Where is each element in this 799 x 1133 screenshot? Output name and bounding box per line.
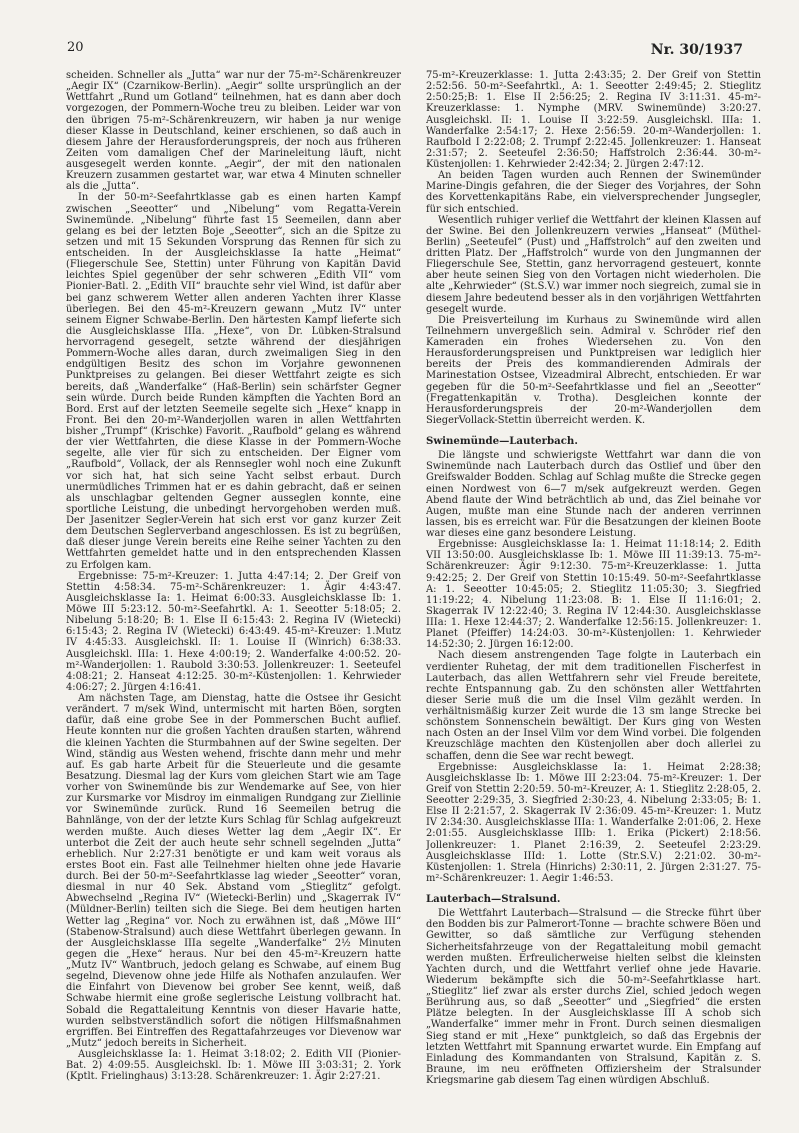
results-paragraph: Ausgleichsklasse Ia: 1. Heimat 3:18:02; 2. Edith VII (Pionier-Bat. 2) 4:09:55. Ausgleichskl. Ib: 1. Möwe III 3:03:31; 2. York (Kptlt. Frielinghaus) 3:13:28. Schärenkreuzer: 1. Ägir 2:27:21. xyxy=(66,1049,401,1083)
paragraph: In der 50-m²-Seefahrtklasse gab es einen harten Kampf zwischen „Seeotter“ und „Nibelung“ vom Regatta-Verein Swinemünde. „Nibelung“ führte fast 15 Seemeilen, dann aber gelang es bei der letzten Boje „Seeotter“, sich an die Spitze zu setzen und mit 15 Sekunden Vorsprung das Rennen für sich zu entscheiden. In der Ausgleichsklasse Ia hatte „Heimat“ (Fliegerschule See, Stettin) unter Führung von Kapitän David leichtes Spiel gegenüber der sehr schweren „Edith VII“ vom Pionier-Batl. 2. „Edith VII“ brauchte sehr viel Wind, ist dafür aber bei ganz schwerem Wetter allen anderen Yachten ihrer Klasse überlegen. Bei den 45-m²-Kreuzern gewann „Mutz IV“ unter seinem Eigner Schwabe-Berlin. Den härtesten Kampf lieferte sich die Ausgleichsklasse IIIa. „Hexe“, von Dr. Lübken-Stralsund hervorragend gesegelt, setzte während der diesjährigen Pommern-Woche alles daran, durch zweimaligen Sieg in den endgültigen Besitz des schon im Vorjahre gewonnenen Punktpreises zu gelangen. Bei dieser Wettfahrt zeigte es sich bereits, daß „Wanderfalke“ (Haß-Berlin) sein schärfster Gegner sein würde. Durch beide Runden kämpften die Yachten Bord an Bord. Erst auf der letzten Seemeile segelte sich „Hexe“ knapp in Front. Bei den 20-m²-Wanderjollen waren in allen Wettfahrten bisher „Trumpf“ (Krischke) Favorit. „Raufbold“ gelang es während der vier Wettfahrten, die diese Klasse in der Pommern-Woche segelte, alle vier für sich zu entscheiden. Der Eigner vom „Raufbold“, Vollack, der als Rennsegler wohl noch eine Zukunft vor sich hat, hat sich seine Yacht selbst erbaut. Durch unermüdliches Trimmen hat er es dahin gebracht, daß er seinen als unschlagbar geltenden Gegner ausseglen konnte, eine sportliche Leistung, die unbedingt hervorgehoben werden muß. Der Jasenitzer Segler-Verein hat sich erst vor ganz kurzer Zeit dem Deutschen Seglerverband angeschlossen. Es ist zu begrüßen, daß dieser junge Verein bereits eine Reihe seiner Yachten zu den Wettfahrten gemeldet hatte und in den entsprechenden Klassen zu Erfolgen kam. xyxy=(66,192,401,571)
section-heading: Lauterbach—Stralsund. xyxy=(426,893,561,905)
paragraph: Am nächsten Tage, am Dienstag, hatte die Ostsee ihr Gesicht verändert. 7 m/sek Wind, untermischt mit harten Böen, sorgten dafür, daß eine grobe See in der Pommerschen Bucht auflief. Heute konnten nur die großen Yachten draußen starten, während die kleinen Yachten die Sturmbahnen auf der Swine segelten. Der Wind, ständig aus Westen wehend, frischte dann mehr und mehr auf. Es gab harte Arbeit für die Steuerleute und die gesamte Besatzung. Diesmal lag der Kurs vom gleichen Start wie am Tage vorher von Swinemünde bis zur Wendemarke auf See, von hier zur Kursmarke vor Misdroy im einmaligen Rundgang zur Ziellinie vor Swinemünde zurück. Rund 16 Seemeilen betrug die Bahnlänge, von der der letzte Kurs Schlag für Schlag aufgekreuzt werden mußte. Auch dieses Wetter lag dem „Aegir IX“. Er unterbot die Zeit der auch heute sehr schnell segelnden „Jutta“ erheblich. Nur 2:27:31 benötigte er und kam weit voraus als erstes Boot ein. Fast alle Teilnehmer hielten ohne jede Havarie durch. Bei der 50-m²-Seefahrtklasse lag wieder „Seeotter“ voran, diesmal in nur 40 Sek. Abstand vom „Stieglitz“ gefolgt. Abwechselnd „Regina IV“ (Wietecki-Berlin) und „Skagerrak IV“ (Müldner-Berlin) teilten sich die Siege. Bei dem heutigen harten Wetter lag „Regina“ vor. Noch zu erwähnen ist, daß „Möwe III“ (Stabenow-Stralsund) auch diese Wettfahrt überlegen gewann. In der Ausgleichsklasse IIIa segelte „Wanderfalke“ 2½ Minuten gegen die „Hexe“ heraus. Nur bei den 45-m²-Kreuzern hatte „Mutz IV“ Wantbruch, jedoch gelang es Schwabe, auf einem Bug segelnd, Dievenow ohne jede Hilfe als Nothafen anzulaufen. Wer die Einfahrt von Dievenow bei grober See kennt, weiß, daß Schwabe hiermit eine große seglerische Leistung vollbracht hat. Sobald die Regattaleitung Kenntnis von dieser Havarie hatte, wurden selbstverständlich sofort die nötigen Hilfsmaßnahmen ergriffen. Bei Eintreffen des Regattafahrzeuges vor Dievenow war „Mutz“ jedoch bereits in Sicherheit. xyxy=(66,693,401,1049)
paragraph: Wesentlich ruhiger verlief die Wettfahrt der kleinen Klassen auf der Swine. Bei den Jollenkreuzern verwies „Hanseat“ (Müthel-Berlin) „Seeteufel“ (Pust) und „Haffstrolch“ auf den zweiten und dritten Platz. Der „Haffstrolch“ wurde von den Jungmannen der Fliegerschule See, Stettin, ganz hervorragend gesteuert, konnte aber heute seinen Sieg von den Vortagen nicht wiederholen. Die alte „Kehrwieder“ (St.S.V.) war immer noch siegreich, zumal sie in diesem Jahre bedeutend besser als in den vorjährigen Wettfahrten gesegelt wurde. xyxy=(426,214,761,315)
paragraph: An beiden Tagen wurden auch Rennen der Swinemünder Marine-Dingis gefahren, die der Sieger des Vorjahres, der Sohn des Korvettenkapitäns Rabe, ein vielversprechender Jungsegler, für sich entschied. xyxy=(426,170,761,215)
results-paragraph: 75-m²-Kreuzerklasse: 1. Jutta 2:43:35; 2. Der Greif von Stettin 2:52:56. 50-m²-Seefahrtkl., A: 1. Seeotter 2:49:45; 2. Stieglitz 2:50:25;B: 1. Else II 2:56:25; 2. Regina IV 3:11:31. 45-m²-Kreuzerklasse: 1. Nymphe (MRV. Swinemünde) 3:20:27. Ausgleichskl. II: 1. Louise II 3:22:59. Ausgleichskl. IIIa: 1. Wanderfalke 2:54:17; 2. Hexe 2:56:59. 20-m²-Wanderjollen: 1. Raufbold I 2:22:08; 2. Trumpf 2:22:45. Jollenkreuzer: 1. Hanseat 2:31:57; 2. Seeteufel 2:36:50; Haffstrolch 2:36:44. 30-m²-Küstenjollen: 1. Kehrwieder 2:42:34; 2. Jürgen 2:47:12. xyxy=(426,70,761,170)
issue-number: Nr. 30/1937 xyxy=(650,42,743,58)
results-paragraph: Ergebnisse: Ausgleichsklasse Ia: 1. Heimat 2:28:38; Ausgleichsklasse Ib: 1. Möwe III 2:23:04. 75-m²-Kreuzer: 1. Der Greif von Stettin 2:20:59. 50-m²-Kreuzer, A: 1. Stieglitz 2:28:05, 2. Seeotter 2:29:35, 3. Siegfried 2:30:23, 4. Nibelung 2:33:05; B: 1. Else II 2:21:57, 2. Skagerrak IV 2:36:09. 45-m²-Kreuzer: 1. Mutz IV 2:34:30. Ausgleichsklasse IIIa: 1. Wanderfalke 2:01:06, 2. Hexe 2:01:55. Ausgleichsklasse IIIb: 1. Erika (Pickert) 2:18:56. Jollenkreuzer: 1. Planet 2:16:39, 2. Seeteufel 2:23:29. Ausgleichsklasse IIId: 1. Lotte (Str.S.V.) 2:21:02. 30-m²-Küstenjollen: 1. Strela (Hinrichs) 2:30:11, 2. Jürgen 2:31:27. 75-m²-Schärenkreuzer: 1. Aegir 1:46:53. xyxy=(426,761,761,884)
paragraph: Die Wettfahrt Lauterbach—Stralsund — die Strecke führt über den Bodden bis zur Palmerort-Tonne — brachte schwere Böen und Gewitter, so daß sämtliche zur Verfügung stehenden Sicherheitsfahrzeuge von der Regattaleitung mobil gemacht werden mußten. Erfreulicherweise hielten selbst die kleinsten Yachten durch, und die Wettfahrt verlief ohne jede Havarie. Wiederum bekämpfte sich die 50-m²-Seefahrtklasse hart. „Stieglitz“ lief zwar als erster durchs Ziel, schied jedoch wegen Berührung aus, so daß „Seeotter“ und „Siegfried“ die ersten Plätze belegten. In der Ausgleichsklasse III A schob sich „Wanderfalke“ immer mehr in Front. Durch seinen diesmaligen Sieg stand er mit „Hexe“ punktgleich, so daß das Ergebnis der letzten Wettfahrt mit Spannung erwartet wurde. Ein Empfang auf Einladung des Kommandanten von Stralsund, Kapitän z. S. Braune, im neu eröffneten Offiziersheim der Stralsunder Kriegsmarine gab diesem Tag einen würdigen Abschluß. xyxy=(426,908,761,1086)
paragraph: Die Preisverteilung im Kurhaus zu Swinemünde wird allen Teilnehmern unvergeßlich sein. Admiral v. Schröder rief den Kameraden ein frohes Wiedersehen zu. Von den Herausforderungspreisen und Punktpreisen war lediglich hier bereits der Preis des kommandierenden Admirals der Marinestation Ostsee, Vizeadmiral Albrecht, entschieden. Er war gegeben für die 50-m²-Seefahrtklasse und fiel an „Seeotter“ (Fregattenkapitän v. Trotha). Desgleichen konnte der Herausforderungspreis der 20-m²-Wanderjollen dem SiegerVollack-Stettin überreicht werden. K. xyxy=(426,314,761,426)
left-column xyxy=(66,70,401,1105)
results-paragraph: Ergebnisse: Ausgleichsklasse Ia: 1. Heimat 11:18:14; 2. Edith VII 13:50:00. Ausgleichsklasse Ib: 1. Möwe III 11:39:13. 75-m²-Schärenkreuzer: Ägir 9:12:30. 75-m²-Kreuzerklasse: 1. Jutta 9:42:25; 2. Der Greif von Stettin 10:15:49. 50-m²-Seefahrtklasse A: 1. Seeotter 10:45:05; 2. Stieglitz 11:05:30; 3. Siegfried 11:19:22; 4. Nibelung 11:23:08. B: 1. Else II 11:16:01; 2. Skagerrak IV 12:22:40; 3. Regina IV 12:44:30. Ausgleichsklasse IIIa: 1. Hexe 12:44:37; 2. Wanderfalke 12:56:15. Jollenkreuzer: 1. Planet (Pfeiffer) 14:24:03. 30-m²-Küstenjollen: 1. Kehrwieder 14:52:30; 2. Jürgen 16:12:00. xyxy=(426,539,761,651)
paragraph: Die längste und schwierigste Wettfahrt war dann die von Swinemünde nach Lauterbach durch das Ostlief und über den Greifswalder Bodden. Schlag auf Schlag mußte die Strecke gegen einen Nordwest von 6—7 m/sek aufgekreuzt werden. Gegen Abend flaute der Wind beträchtlich ab und, das Ziel beinahe vor Augen, mußte man eine Stunde nach der anderen verrinnen lassen, bis es erreicht war. Für die Besatzungen der kleinen Boote war dieses eine ganz besondere Leistung. xyxy=(426,450,761,539)
page-number: 20 xyxy=(67,40,84,55)
right-column xyxy=(426,70,761,1105)
paragraph: scheiden. Schneller als „Jutta“ war nur der 75-m²-Schärenkreuzer „Aegir IX“ (Czarnikow-Berlin). „Aegir“ sollte ursprünglich an der Wettfahrt „Rund um Gotland“ teilnehmen, hat es dann aber doch vorgezogen, der Pommern-Woche treu zu bleiben. Leider war von den übrigen 75-m²-Schärenkreuzern, wir haben ja nur wenige dieser Klasse in Deutschland, keiner erschienen, so daß auch in diesem Jahre der Herausforderungspreis, der noch aus früheren Zeiten vom damaligen Chef der Marineleitung läuft, nicht ausgesegelt werden konnte. „Aegir“, der mit den nationalen Kreuzern zusammen gestartet war, war etwa 4 Minuten schneller als die „Jutta“. xyxy=(66,70,401,193)
section-heading: Swinemünde—Lauterbach. xyxy=(426,435,578,447)
paragraph: Nach diesem anstrengenden Tage folgte in Lauterbach ein verdienter Ruhetag, der mit dem traditionellen Fischerfest in Lauterbach, das allen Wettfahrern sehr viel Freude bereitete, rechte Entspannung gab. Zu den schönsten aller Wettfahrten dieser Serie muß die um die Insel Vilm gezählt werden. In verhältnismäßig kurzer Zeit wurde die 13 sm lange Strecke bei schönstem Sonnenschein bewältigt. Der Kurs ging von Westen nach Osten an der Insel Vilm vor dem Wind vorbei. Die folgenden Kreuzschläge machten den Küstenjollen aber doch allerlei zu schaffen, denn die See war recht bewegt. xyxy=(426,650,761,762)
results-paragraph: Ergebnisse: 75-m²-Kreuzer: 1. Jutta 4:47:14; 2. Der Greif von Stettin 4:58:34. 75-m²-Schärenkreuzer: 1. Ägir 4:43:47. Ausgleichsklasse Ia: 1. Heimat 6:00:33. Ausgleichsklasse Ib: 1. Möwe III 5:23:12. 50-m²-Seefahrtkl. A: 1. Seeotter 5:18:05; 2. Nibelung 5:18:20; B: 1. Else II 6:15:43: 2. Regina IV (Wietecki) 6:15:43; 2. Regina IV (Wietecki) 6:43:49. 45-m²-Kreuzer: 1.Mutz IV 4:45:33. Ausgleichskl. II: 1. Louise II (Winrich) 6:38:33. Ausgleichskl. IIIa: 1. Hexe 4:00:19; 2. Wanderfalke 4:00:52. 20-m²-Wanderjollen: 1. Raubold 3:30:53. Jollenkreuzer: 1. Seeteufel 4:08:21; 2. Hanseat 4:12:25. 30-m²-Küstenjollen: 1. Kehrwieder 4:06:27; 2. Jürgen 4:16:41. xyxy=(66,570,401,693)
